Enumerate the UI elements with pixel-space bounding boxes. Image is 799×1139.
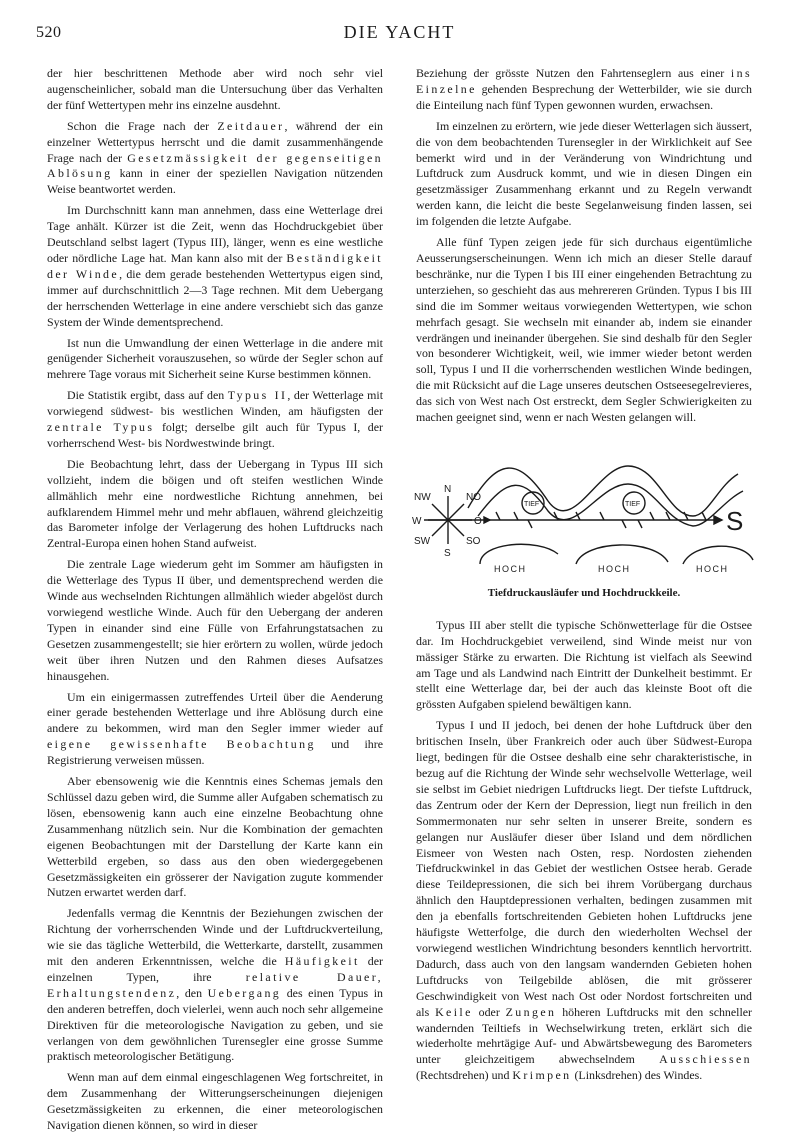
compass-sw: SW	[414, 535, 431, 547]
compass-s: S	[444, 547, 451, 559]
paragraph: Im einzelnen zu erörtern, wie jede dieser Wetterlagen sich äussert, die von dem beobachtenden Turensegler in der Wirklichkeit auf See bemerkt wird und in der Veränderung von Windrichtung und Luftdruck zum Ausdruck kommt, und wie in diesen Dingen ein gesetzmässiger Zusammenhang erkannt und zu Regeln verwandt werden kann, die leicht die beste Segelanweisung finden lassen, sei im folgenden die letzte Aufgabe.	[416, 118, 752, 229]
paragraph: Jedenfalls vermag die Kenntnis der Beziehungen zwischen der Richtung der vorherrschenden Winde und der Luftdruckverteilung, wie sie das tägliche Wetterbild, die Wetterkarte, darstellt, zusammen mit den anderen Erkenntnissen, welche die Häufigkeit der einzelnen Typen, ihre relative Dauer, Erhaltungstendenz, den Uebergang des einen Typus in den anderen betreffen, doch vielerlei, wenn auch noch sehr allgemeine Direktiven für die meteorologische Navigation zu geben, und sie verlangen von dem gewöhnlichen Turensegler eine grosse Summe praktisch meteorologischer Betätigung.	[47, 906, 384, 1064]
paragraph: Aber ebensowenig wie die Kenntnis eines Schemas jemals den Schlüssel dazu geben wird, die Summe aller Aufgaben schematisch zu lösen, ebensowenig kann auch eine einzelne Beobachtung ohne Zusammenhang nützlich sein. Nur die Kombination der gemachten eigenen Beobachtungen mit der Darstellung der Karte kann ein Wetterbild ergeben, so dass aus den oben wiedergegebenen Gesetzmässigkeiten ein grösserer der Navigation zugute kommender Nutzen erwartet werden darf.	[47, 774, 383, 900]
paragraph: Typus III aber stellt die typische Schönwetterlage für die Ostsee dar. Im Hochdruckgebiet verweilend, sind Winde meist nur von mässiger Stärke zu erwarten. Die Richtung ist vielfach als Seewind am Tage und als Landwind nach Eintritt der Dunkelheit bestimmt. Er stellt eine Wetterlage dar, bei der auch das kleinste Boot oft die grössten Aufgaben spielend bewältigen kann.	[416, 617, 752, 712]
compass-w: W	[412, 515, 422, 527]
isobar-hoch-3	[683, 546, 753, 564]
isobar-hoch-2	[576, 545, 668, 564]
paragraph: Schon die Frage nach der Zeitdauer, während der ein einzelner Wettertypus herrscht und die damit zusammenhängende Frage nach der Gesetzmässigkeit der gegenseitigen Ablösung kann in einer der speziellen Navigation nützenden Weise beantwortet werden.	[47, 118, 383, 197]
tief-label-2: TIEF	[625, 500, 641, 508]
figure-caption: Tiefdruckausläufer und Hochdruckkeile.	[487, 586, 681, 599]
paragraph: Um ein einigermassen zutreffendes Urteil über die Aenderung einer gerade bestehenden Wetterlage und ihre Ablösung durch eine andere zu bekommen, wird man den Segler immer wieder auf eigene gewissenhafte Beobachtung und ihre Registrierung verweisen müssen.	[47, 689, 383, 768]
paragraph: Alle fünf Typen zeigen jede für sich durchaus eigentümliche Aeusserungserscheinungen. Wenn ich mich an dieser Stelle darauf beschränke, nur die Typen I bis III einer eingehenden Betrachtung zu unterziehen, so geschieht das aus mehrereren Gründen. Typus I bis III sind die im Sommer weitaus vorwiegenden Wettertypen, wie schon mehrfach gesagt. Sie wechseln mit einander ab, indem sie einander verdrängen und ineinander übergehen. Sie sind deshalb für den Segler von besonderer Wichtigkeit, weil, wie immer wieder betont werden soll, Typus I und II die vorherrschenden westlichen Winde bedingen, die mit Rücksicht auf die Lage unseres deutschen Ostseesegelrevieres, das sich von West nach Ost erstreckt, dem Segler Schwierigkeiten zu machen geeignet sind, wenn er nach Westen gelangen will.	[416, 235, 752, 425]
paragraph: Ist nun die Umwandlung der einen Wetterlage in die andere mit genügender Sicherheit vorauszusehen, so würde der Segler schon auf mehrere Tage voraus mit Sicherheit seine Kurse bestimmen können.	[47, 335, 383, 382]
hoch-label-1: HOCH	[494, 563, 527, 574]
right-column	[412, 66, 753, 1089]
isobar-upper-1	[468, 466, 738, 516]
paragraph: Beziehung der grösste Nutzen den Fahrtenseglern aus einer ins Einzelne gehenden Besprechung der Wetterbilder, wie sie durch die Einteilung nach fünf Typen gewonnen wurden, erwachsen.	[416, 66, 752, 112]
paragraph: Die zentrale Lage wiederum geht im Sommer am häufigsten in die Wetterlage des Typus II über, und dementsprechend werden die Winde aus wechselnden Richtungen allmählich wieder abgelöst durch vorwiegend westliche Winde. Auch für den Uebergang der anderen Typen in einander sind eine Fülle von Erfahrungstatsachen zu Gesetzen zusammengestellt; sie hier erörtern zu wollen, würde jedoch weit über ihren Nutzen und den Rahmen dieses Aufsatzes hinausgehen.	[47, 557, 383, 683]
tief-label-1: TIEF	[524, 500, 540, 508]
compass-o: O	[474, 515, 482, 527]
paragraph: der hier beschrittenen Methode aber wird noch sehr viel augenscheinlicher, sobald man die Untersuchung über das Verhalten der fünf Wettertypen mehr ins einzelne ausdehnt.	[47, 66, 383, 112]
left-column	[47, 66, 383, 1139]
hoch-label-2: HOCH	[598, 563, 631, 574]
paragraph: Im Durchschnitt kann man annehmen, dass eine Wetterlage drei Tage anhält. Kürzer ist die Zeit, wenn das Hochdruckgebiet über Deutschland selbst lagert (Typus III), länger, wenn es eine westliche oder nördliche Lage hat. Man kann also mit der Beständigkeit der Winde, die dem gerade bestehenden Wettertypus eigen sind, immer auf durchschnittlich 2—3 Tage rechnen. Mit dem Uebergang der herrschenden Wetterlage in eine andere verschiebt sich das ganze System der Winde dementsprechend.	[47, 203, 383, 329]
end-label: S	[726, 505, 744, 536]
page-number: 520	[36, 24, 62, 41]
paragraph: Die Statistik ergibt, dass auf den Typus II, der Wetterlage mit vorwiegend südwest- bis westlichen Winden, am häufigsten der zentrale Typus folgt; derselbe gilt auch für Typus I, der vorherrschend West- bis Nordwestwinde bringt.	[47, 388, 383, 450]
compass-no: NO	[466, 491, 481, 503]
compass-so: SO	[466, 535, 481, 547]
hoch-label-3: HOCH	[696, 563, 729, 574]
isobar-hoch-1	[480, 544, 558, 564]
paragraph: Die Beobachtung lehrt, dass der Uebergang in Typus III sich vollzieht, indem die böigen und oft steifen westlichen Winde allmählich mehr eine nordwestliche Richtung annehmen, bei aufklarendem Himmel mehr und mehr abflauen, während gleichzeitig das Barometer infolge der Verlagerung des hohen Luftdrucks nach Zentral-Europa einen hohen Stand aufweist.	[47, 456, 383, 551]
weather-figure	[408, 446, 760, 602]
paragraph: Typus I und II jedoch, bei denen der hohe Luftdruck über den britischen Inseln, über Frankreich oder auch über Südwest-Europa liegt, bedingen für die Ostsee deshalb eine sehr charakteristische, in bezug auf die Richtung der Winde sehr wechselvolle Wetterlage, weil sie selbst im Gebiet niedrigen Luftdrucks liegt. Der tiefste Luftdruck, das Zentrum oder der Kern der Depression, liegt nun freilich in den Sommermonaten nur sehr selten in unserer Breite, sondern es gelangen nur Ausläufer dieser über Island und dem nördlichen Eismeer von Westen nach Osten, resp. Nordosten ziehenden Tiefdruckwinkel in das Gebiet der westlichen Ostsee herab. Gerade diese Teildepressionen, die sich bei ihrem Vorübergang durchaus ähnlich den Hauptdepressionen verhalten, bedingen zusammen mit den ja ebenfalls fortschreitenden Gebieten hohen Luftdrucks jene häufigste Wetterfolge, die durch den wiederholten Wechsel der vorwiegend westlichen Windrichtung besonders kenntlich hervortritt. Dadurch, dass auch von den langsam wandernden Gebieten hohen Luftdrucks von Teilgebilde ablösen, die mit grösserer Geschwindigkeit von West nach Ost oder Nordost fortschreiten und als Keile oder Zungen höheren Luftdrucks mit den schneller wandernden Teiltiefs in Wechselwirkung treten, erklärt sich die wiederholte mehrtägige Auf- und Abwärtsbewegung des Barometers unter gleichzeitigem abwechselndem Ausschiessen (Rechtsdrehen) und Krimpen (Linksdrehen) des Windes.	[416, 718, 753, 1083]
compass-nw: NW	[414, 491, 431, 503]
compass-n: N	[444, 483, 452, 495]
paragraph: Wenn man auf dem einmal eingeschlagenen Weg fortschreitet, in dem Zusammenhang der Witterungserscheinungen diejenigen Gesetzmässigkeiten zu erkennen, die einer meteorologischen Navigation dienen können, so wird in dieser	[47, 1070, 383, 1133]
pressure-diagram	[408, 446, 760, 576]
running-head: DIE YACHT	[343, 22, 456, 42]
